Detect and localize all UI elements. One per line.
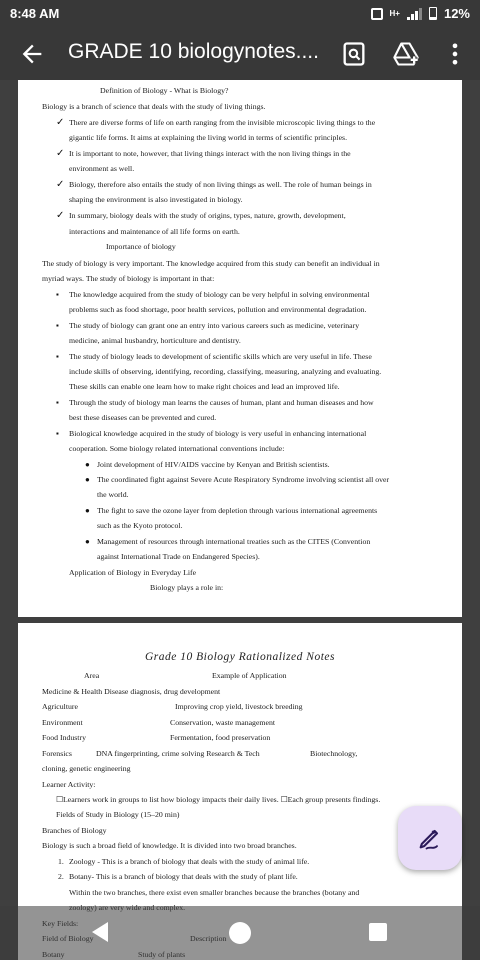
text-line: environment as well. <box>69 164 135 173</box>
text-line: Biology plays a role in: <box>150 583 224 592</box>
text-line: myriad ways. The study of biology is important in that: <box>42 274 215 283</box>
back-arrow-icon[interactable] <box>18 40 46 68</box>
text-line: The study of biology leads to development of scientific skills which are very useful in life. These <box>69 352 372 361</box>
text-line: medicine, animal husbandry, horticulture and dentistry. <box>69 336 241 345</box>
bullet-icon: ▪ <box>56 398 59 407</box>
battery-level: 12% <box>443 6 470 21</box>
table-cell: Agriculture <box>42 702 78 711</box>
text-line: Joint development of HIV/AIDS vaccine by Kenyan and British scientists. <box>97 460 330 469</box>
text-line: Learner Activity: <box>42 780 96 789</box>
text-line: Management of resources through international treaties such as the CITES (Convention <box>97 537 371 546</box>
bullet-icon: ▪ <box>56 321 59 330</box>
search-in-document-icon[interactable] <box>340 40 368 68</box>
section-heading: Branches of Biology <box>42 826 107 835</box>
table-cell: Fermentation, food preservation <box>170 733 271 742</box>
text-line: There are diverse forms of life on earth ranging from the invisible microscopic living things to the <box>69 118 376 127</box>
check-bullet-icon: ✓ <box>56 117 65 128</box>
bullet-icon: ▪ <box>56 290 59 299</box>
text-line: against International Trade on Endangered Species). <box>97 552 260 561</box>
text-line: Within the two branches, there exist even smaller branches because the branches (botany and <box>69 888 360 897</box>
edit-fab-button[interactable] <box>398 806 462 870</box>
bullet-icon: ● <box>85 460 90 469</box>
section-heading: Importance of biology <box>106 242 176 251</box>
bullet-icon: ▪ <box>56 429 59 438</box>
pdf-page-1[interactable] <box>18 80 462 617</box>
text-line: It is important to note, however, that living things interact with the non living things in the <box>69 149 351 158</box>
text-line: cooperation. Some biology related international conventions include: <box>69 444 285 453</box>
text-line: The knowledge acquired from the study of biology can be very helpful in solving environmental <box>69 290 370 299</box>
list-number: 1. <box>58 857 64 866</box>
text-line: best these diseases can be prevented and cured. <box>69 413 217 422</box>
app-bar <box>0 28 480 80</box>
text-line: cloning, genetic engineering <box>42 764 131 773</box>
check-bullet-icon: ✓ <box>56 210 65 221</box>
text-line: The coordinated fight against Severe Acute Respiratory Syndrome involving scientist all over <box>97 475 390 484</box>
nav-recents-icon[interactable] <box>369 923 387 941</box>
more-vert-icon[interactable] <box>441 40 469 68</box>
text-line: such as the Kyoto protocol. <box>97 521 183 530</box>
text-line: Through the study of biology man learns the causes of human, plant and human diseases and how <box>69 398 374 407</box>
table-header: Area <box>84 671 100 680</box>
text-line: Biology is a branch of science that deals with the study of living things. <box>42 102 266 111</box>
text-line: interactions and maintenance of all life forms on earth. <box>69 227 240 236</box>
text-line: The study of biology is very important. The knowledge acquired from this study can benefit an individual in <box>42 259 380 268</box>
page-heading: Grade 10 Biology Rationalized Notes <box>145 651 335 663</box>
text-line: problems such as food shortage, poor health services, pollution and environmental degradation. <box>69 305 367 314</box>
text-line: Biology is such a broad field of knowledge. It is divided into two broad branches. <box>42 841 297 850</box>
table-header: Example of Application <box>212 671 287 680</box>
table-cell: Biotechnology, <box>310 749 358 758</box>
signal-icon <box>407 8 422 20</box>
text-line: gigantic life forms. It aims at explaining the living world in terms of scientific principles. <box>69 133 348 142</box>
text-line: shaping the environment is also investigated in biology. <box>69 195 243 204</box>
status-bar <box>0 0 480 28</box>
text-line: The study of biology can grant one an entry into various careers such as medicine, veterinary <box>69 321 360 330</box>
section-heading: Application of Biology in Everyday Life <box>69 568 197 577</box>
add-to-drive-icon[interactable] <box>392 40 420 68</box>
check-bullet-icon: ✓ <box>56 148 65 159</box>
table-cell: Environment <box>42 718 83 727</box>
text-line: Definition of Biology - What is Biology? <box>100 86 229 95</box>
text-line: Zoology - This is a branch of biology that deals with the study of animal life. <box>69 857 310 866</box>
text-line: the world. <box>97 490 129 499</box>
table-cell: DNA fingerprinting, crime solving Research & Tech <box>96 749 260 758</box>
bullet-icon: ● <box>85 537 90 546</box>
vibrate-icon <box>371 8 383 20</box>
bullet-icon: ▪ <box>56 352 59 361</box>
check-bullet-icon: ✓ <box>56 179 65 190</box>
text-line: ☐Learners work in groups to list how biology impacts their daily lives. ☐Each group presents findings. <box>56 795 381 804</box>
text-line: The fight to save the ozone layer from depletion through various international agreements <box>97 506 378 515</box>
status-icons <box>371 6 470 21</box>
table-cell: Food Industry <box>42 733 86 742</box>
list-number: 2. <box>58 872 64 881</box>
network-type: H+ <box>389 9 400 18</box>
edit-pen-icon <box>416 824 444 852</box>
nav-back-icon[interactable] <box>92 922 108 942</box>
table-cell: Conservation, waste management <box>170 718 276 727</box>
text-line: In summary, biology deals with the study of origins, types, nature, growth, development, <box>69 211 346 220</box>
text-line: Fields of Study in Biology (15–20 min) <box>56 810 180 819</box>
navigation-bar <box>0 906 480 960</box>
table-cell: Improving crop yield, livestock breeding <box>175 702 303 711</box>
bullet-icon: ● <box>85 506 90 515</box>
text-line: Biological knowledge acquired in the study of biology is very useful in enhancing international <box>69 429 367 438</box>
status-time: 8:48 AM <box>10 6 60 21</box>
document-title: GRADE 10 biologynotes.... <box>68 40 319 63</box>
text-line: These skills can enable one learn how to make right choices and lead an improved life. <box>69 382 340 391</box>
nav-home-icon[interactable] <box>229 922 251 944</box>
bullet-icon: ● <box>85 475 90 484</box>
battery-icon <box>429 7 437 20</box>
text-line: include skills of observing, identifying, recording, classifying, measuring, analyzing and evaluating. <box>69 367 382 376</box>
text-line: Biology, therefore also entails the study of non living things as well. The role of human beings in <box>69 180 372 189</box>
table-cell: Forensics <box>42 749 72 758</box>
text-line: Botany- This is a branch of biology that deals with the study of plant life. <box>69 872 298 881</box>
text-line: Medicine & Health Disease diagnosis, drug development <box>42 687 221 696</box>
